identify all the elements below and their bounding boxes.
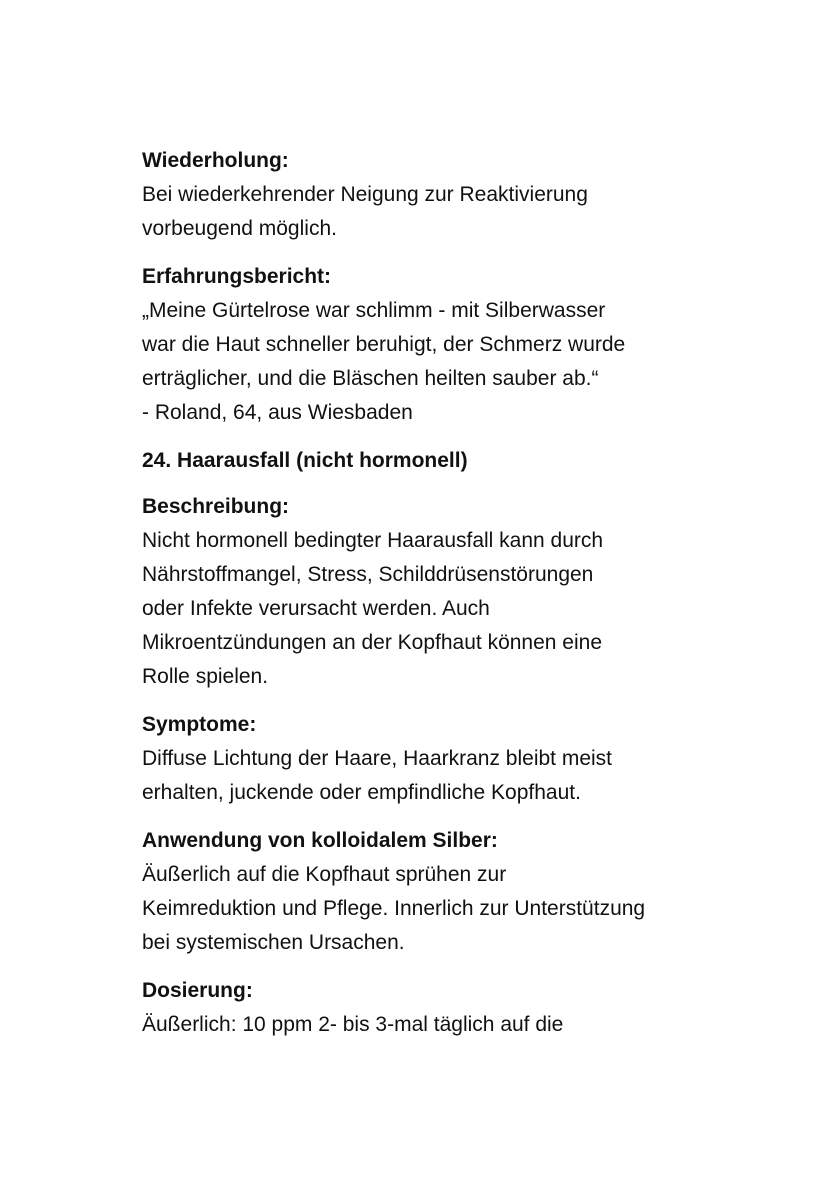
section-experience-report: [142, 260, 762, 430]
section-title: 24. Haarausfall (nicht hormonell): [142, 449, 468, 472]
dosage-heading: Dosierung:: [142, 979, 253, 1002]
experience-report-line: erträglicher, und die Bläschen heilten sauber ab.“: [142, 367, 599, 390]
application-line: bei systemischen Ursachen.: [142, 931, 405, 954]
description-line: Mikroentzündungen an der Kopfhaut können eine: [142, 631, 603, 654]
symptoms-line: erhalten, juckende oder empfindliche Kopfhaut.: [142, 781, 581, 804]
section-hair-loss: [142, 444, 762, 694]
dosage-block: [142, 974, 762, 1042]
application-block: [142, 824, 762, 960]
symptoms-heading: Symptome:: [142, 713, 257, 736]
description-line: oder Infekte verursacht werden. Auch: [142, 597, 490, 620]
symptoms-block: [142, 708, 762, 810]
application-line: Keimreduktion und Pflege. Innerlich zur Unterstützung: [142, 897, 646, 920]
repetition-line: Bei wiederkehrender Neigung zur Reaktivierung: [142, 183, 588, 206]
symptoms-line: Diffuse Lichtung der Haare, Haarkranz bleibt meist: [142, 747, 613, 770]
experience-report-line: „Meine Gürtelrose war schlimm - mit Silberwasser: [142, 299, 606, 322]
description-line: Nährstoffmangel, Stress, Schilddrüsenstörungen: [142, 563, 594, 586]
repetition-line: vorbeugend möglich.: [142, 217, 337, 240]
experience-report-heading: Erfahrungsbericht:: [142, 265, 332, 288]
section-repetition: [142, 144, 762, 246]
dosage-line: Äußerlich: 10 ppm 2- bis 3-mal täglich auf die: [142, 1013, 564, 1036]
repetition-heading: Wiederholung:: [142, 149, 289, 172]
experience-report-author: - Roland, 64, aus Wiesbaden: [142, 401, 413, 424]
description-heading: Beschreibung:: [142, 495, 290, 518]
description-line: Rolle spielen.: [142, 665, 269, 688]
experience-report-line: war die Haut schneller beruhigt, der Schmerz wurde: [142, 333, 626, 356]
document-page: [142, 144, 762, 1042]
application-line: Äußerlich auf die Kopfhaut sprühen zur: [142, 863, 507, 886]
description-block: [142, 490, 762, 694]
description-line: Nicht hormonell bedingter Haarausfall kann durch: [142, 529, 604, 552]
application-heading: Anwendung von kolloidalem Silber:: [142, 829, 498, 852]
